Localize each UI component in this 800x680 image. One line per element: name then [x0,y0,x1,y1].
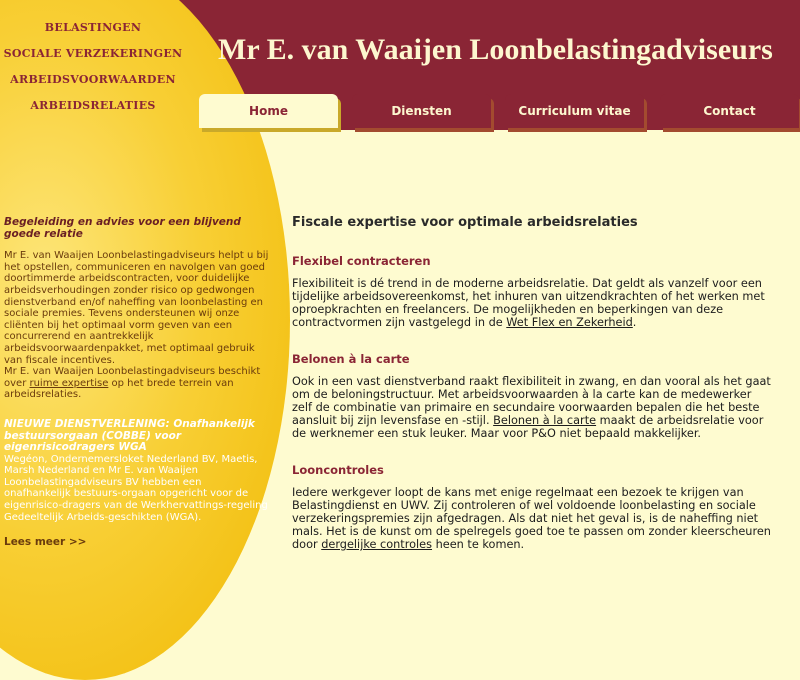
top-links-nav [0,15,186,119]
controles-link[interactable]: dergelijke controles [321,538,433,551]
section-text-segment: Ook in een vast dienstverband raakt flexibiliteit in zwang, en dan vooral als het gaat om de beloningstructuur. Met arbeidsvoorwaarden à la carte kan de medewerker zelf de combinatie van primaire en secundaire voorwaarden bepalen die het beste aansluit bij zijn levensfase en -stijl. [292,375,771,427]
top-link-arbeidsvoorwaarden[interactable]: ARBEIDSVOORWAARDEN [10,73,176,86]
page-title: Fiscale expertise voor optimale arbeidsrelaties [292,215,638,230]
news-heading: NIEUWE DIENSTVERLENING: Onafhankelijk bestuursorgaan (COBBE) voor eigenrisicodragers WGA [4,417,255,454]
news-text: Wegéon, Ondernemersloket Nederland BV, Maetis, Marsh Nederland en Mr E. van Waaijen Loonbelastingadviseurs BV hebben een onafhankelijk bestuurs-orgaan opgericht voor de eigenrisico-dragers van de Werkhervattings-regeling Gedeeltelijk Arbeids-geschikten (WGA). [4,453,268,523]
ruime-expertise-link[interactable]: ruime expertise [29,377,109,389]
tab-home[interactable]: Home [199,94,338,128]
section-text-segment: Flexibiliteit is dé trend in de moderne arbeidsrelatie. Dat geldt als vanzelf voor een tijdelijke arbeidsovereenkomst, het inhuren van uitzendkrachten of het werken met oproepkrachten en freelancers. De mogelijkheden en beperkingen van deze contractvormen zijn vastgelegd in de [292,277,765,329]
sidebar-text-segment: op het brede terrein van arbeidsrelaties. [4,377,234,401]
tab-curriculum-vitae[interactable]: Curriculum vitae [505,94,644,128]
section-heading-looncontroles: Looncontroles [292,463,384,477]
sidebar-text-segment: Mr E. van Waaijen Loonbelastingadviseurs beschikt over [4,366,261,389]
site-title: Mr E. van Waaijen Loonbelastingadviseurs [218,33,773,66]
top-link-sociale-verzekeringen[interactable]: SOCIALE VERZEKERINGEN [3,47,183,60]
tab-contact[interactable]: Contact [660,94,799,128]
tab-diensten[interactable]: Diensten [352,94,491,128]
sidebar-intro-heading: Begeleiding en advies voor een blijvend goede relatie [4,216,241,240]
top-link-belastingen[interactable]: BELASTINGEN [44,21,142,34]
section-heading-flexibel: Flexibel contracteren [292,254,431,268]
sidebar [4,217,270,549]
sidebar-intro-text-2 [4,366,270,401]
wet-flex-link[interactable]: Wet Flex en Zekerheid [506,316,633,329]
section-text-segment: Iedere werkgever loopt de kans met enige regelmaat een bezoek te krijgen van Belastingdienst en UWV. Zij controleren of wel voldoende loonbelasting en sociale verzekeringspremies zijn afgedragen. Als dat niet het geval is, is de naheffing niet mals. Het is de kunst om de spelregels goed toe te passen om zonder kleerscheuren door [292,486,771,551]
lees-meer-link[interactable]: Lees meer >> [4,536,87,549]
section-text-looncontroles [292,486,772,551]
section-text-segment: . [632,316,637,329]
sidebar-intro-text: Mr E. van Waaijen Loonbelastingadviseurs helpt u bij het opstellen, communiceren en navolgen van goed doortimmerde arbeidscontracten, voor duidelijke arbeidsverhoudingen zonder risico op gedwongen dienstverband en/of naheffing van loonbelasting en sociale premies. Tevens ondersteunen wij onze cliënten bij het optimaal vorm geven van een concurrerend en aantrekkelijk arbeidsvoorwaardenpakket, met optimaal gebruik van fiscale incentives. [4,250,269,366]
section-heading-belonen: Belonen à la carte [292,352,410,366]
main-content [292,216,772,575]
section-text-segment: maakt de arbeidsrelatie voor de werknemer een stuk leuker. Maar voor P&O niet bepaald makkelijker. [292,414,764,440]
section-text-belonen [292,375,772,440]
section-text-flexibel [292,277,772,329]
top-link-arbeidsrelaties[interactable]: ARBEIDSRELATIES [30,99,156,112]
section-text-segment: heen te komen. [432,538,525,551]
belonen-link[interactable]: Belonen à la carte [493,414,597,427]
